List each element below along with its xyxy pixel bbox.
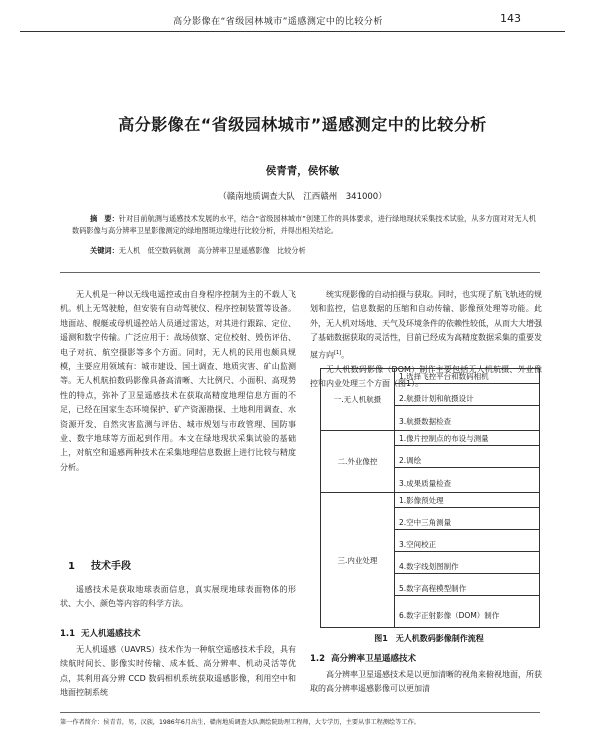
- right-para-5-text: 高分辨率卫星遥感技术是以更加清晰的视角来俯视地面，所获取的高分辨率遥感影像可以更加清: [310, 670, 542, 694]
- header-rule: [20, 31, 565, 32]
- figure-step: 1.选择飞控平台和数码相机: [395, 369, 539, 384]
- figure-group-label: 三.内业处理: [321, 493, 395, 627]
- figure-step: 3.航摄数据检查: [395, 413, 539, 431]
- authors: 侯青青，侯怀敏: [265, 165, 340, 177]
- figure-step: 5.数字高程模型制作: [395, 581, 539, 596]
- figure-group-label: 二.外业像控: [321, 431, 395, 493]
- keywords-text: 无人机 低空数码航测 高分辨率卫星遥感影像 比较分析: [118, 246, 306, 255]
- keywords: [72, 245, 555, 257]
- footnote-rule: [60, 712, 540, 713]
- left-para-3-text: 遥感技术是获取地球表面信息，真实展现地球表面物体的形状、大小、颜色等内容的科学方法。: [60, 585, 296, 609]
- subsection-title: 高分辨率卫星遥感技术: [330, 654, 416, 664]
- subsection-1-1: [60, 627, 141, 639]
- section-number: 1: [68, 561, 75, 572]
- right-para-1: [310, 288, 542, 363]
- footnote: 第一作者简介：侯青青，男，汉族，1986年6月出生，赣南地质调查大队测绘院助理工程师，大专学历，主要从事工程测绘等工作。: [60, 719, 420, 726]
- right-para-1-text: 统实现影像的自动拍摄与获取。同时，也实现了航飞轨迹的规划和监控，信息数据的压缩和自动传输、影像预处理等功能。此外，无人机对场地、天气及环境条件的依赖性较低，从而大大增强了基础数据获取的灵活性，目前已经成为高精度数据采集的重要发展方向: [310, 290, 542, 360]
- left-para-4-text: 无人机遥感（UAVRS）技术作为一种航空遥感技术手段，具有续航时间长、影像实时传输、成本低、高分辨率、机动灵活等优点，其利用高分辨 CCD 数码相机系统获取遥感影像，利用空中和地面控制系统: [60, 645, 296, 698]
- abstract-label: 摘 要：: [90, 214, 119, 223]
- figure-step: 2.调绘: [395, 453, 539, 468]
- figure-step: 1.影像预处理: [395, 493, 539, 508]
- affiliation: （赣南地质调查大队 江西赣州 341000）: [218, 192, 387, 202]
- subsection-number: 1.2: [310, 654, 326, 664]
- figure-step: 1.像片控制点的布设与测量: [395, 431, 539, 446]
- right-para-5: [310, 668, 542, 697]
- figure-step: 3.空间校正: [395, 537, 539, 552]
- running-header: 高分影像在“省级园林城市”遥感测定中的比较分析: [173, 17, 383, 27]
- figure-step: 2.空中三角测量: [395, 515, 539, 530]
- figure-step: 4.数字线划图制作: [395, 559, 539, 574]
- right-para-1-end: 。: [341, 350, 350, 360]
- left-para-3: [60, 583, 296, 612]
- figure-caption: 图1 无人机数码影像制作流程: [374, 634, 484, 643]
- figure-flowchart: [320, 368, 540, 628]
- abstract-text: 针对目前航测与遥感技术发展的水平，结合“省级园林城市”创建工作的具体要求，进行绿地现状采集技术试验，从多方面对对无人机数码影像与高分辨率卫星影像测定的绿地图斑边缘进行比较分析，并得出相关结论。: [72, 214, 536, 235]
- left-para-1: 无人机是一种以无线电遥控或由自身程序控制为主的不载人飞机。机上无驾驶舱，但安装有自动驾驶仪、程序控制装置等设备。地面站、舰艇或母机遥控站人员通过雷达，对其进行跟踪、定位、遥测和数字传输。广泛应用于：战场侦察、定位校射、毁伤评估、电子对抗、航空摄影等多个方面。同时，无人机的民用也颇具规模，主要应用领域有：城市建设、国土调查、地质灾害、矿山监测等。无人机航拍数码影像具备高清晰、大比例尺、小面积、高现势性的特点，弥补了卫星遥感技术在获取高精度地理信息方面的不足，已经在国家生态环境保护、矿产资源勘探、土地利用调查、水资源开发、自然灾害监测与评估、城市规划与市政管理、国防事业、数字地球等方面起到作用。本文在绿地现状采集试验的基础上，对航空和遥感两种技术在采集地理信息数据上进行比较与精度分析。: [60, 290, 296, 472]
- figure-step: 6.数字正射影像（DOM）制作: [399, 610, 500, 620]
- figure-step: 3.成果质量检查: [395, 475, 539, 493]
- separator-rule: [60, 272, 540, 273]
- subsection-1-2: [310, 652, 416, 664]
- abstract: [72, 213, 537, 237]
- section-title: 技术手段: [90, 561, 131, 572]
- figure-step: 2.航摄计划和航摄设计: [395, 391, 539, 406]
- page-number: 143: [500, 12, 521, 25]
- subsection-number: 1.1: [60, 629, 76, 639]
- citation-ref: [1]: [334, 349, 342, 356]
- subsection-title: 无人机遥感技术: [80, 629, 141, 639]
- keywords-label: 关键词：: [90, 246, 119, 255]
- figure-group-label: 一.无人机航摄: [321, 369, 395, 431]
- paper-title: 高分影像在“省级园林城市”遥感测定中的比较分析: [118, 115, 487, 134]
- section-heading: [68, 557, 147, 572]
- right-para-2: 无人机数码影像（DOM）制作主要包括无人机航摄、外业像控和内业处理三个方面（图1）。: [310, 364, 542, 389]
- left-para-4: [60, 643, 296, 701]
- left-column: [60, 288, 296, 475]
